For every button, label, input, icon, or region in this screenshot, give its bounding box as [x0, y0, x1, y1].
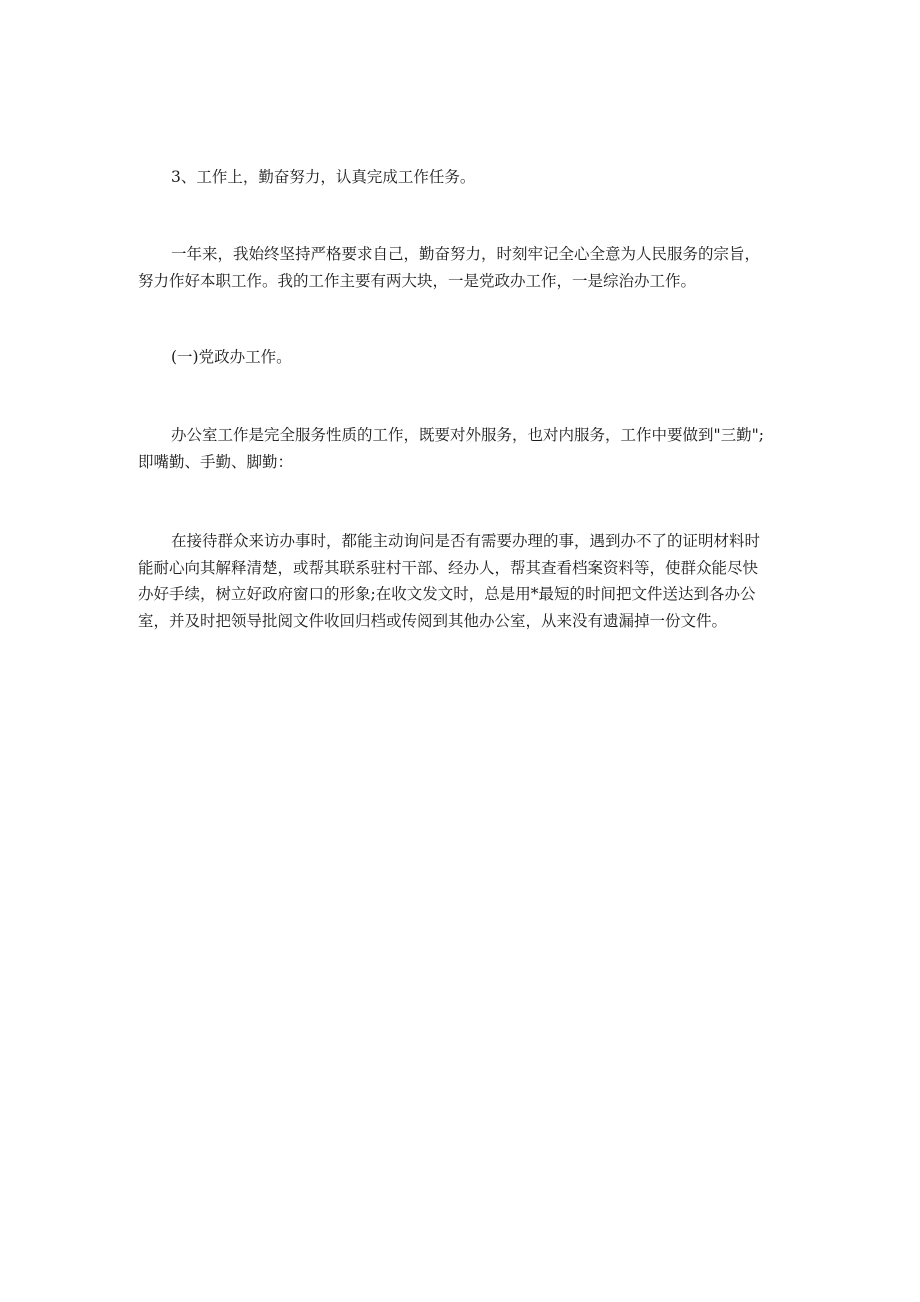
paragraph-line: 能耐心向其解释清楚，或帮其联系驻村干部、经办人，帮其查看档案资料等，使群众能尽快 — [138, 558, 759, 577]
paragraph-line: 3、工作上，勤奋努力，认真完成工作任务。 — [171, 168, 476, 186]
paragraph-line: 办好手续，树立好政府窗口的形象;在收文发文时，总是用*最短的时间把文件送达到各办公 — [138, 585, 756, 603]
paragraph-line: 室，并及时把领导批阅文件收回归档或传阅到其他办公室，从来没有遗漏掉一份文件。 — [138, 611, 728, 630]
section-heading-party-office — [138, 344, 783, 371]
paragraph-year-summary — [138, 241, 783, 294]
paragraph-work-diligence — [138, 164, 783, 191]
paragraph-line: 努力作好本职工作。我的工作主要有两大块，一是党政办工作，一是综治办工作。 — [138, 271, 697, 290]
paragraph-line: 在接待群众来访办事时，都能主动询问是否有需要办理的事，遇到办不了的证明材料时 — [171, 532, 761, 550]
section-heading-line: (一)党政办工作。 — [171, 348, 292, 366]
paragraph-office-service — [138, 422, 783, 475]
paragraph-line: 办公室工作是完全服务性质的工作，既要对外服务，也对内服务，工作中要做到"三勤"; — [171, 426, 764, 444]
paragraph-reception-documents — [138, 528, 783, 634]
paragraph-line: 一年来，我始终坚持严格要求自己，勤奋努力，时刻牢记全心全意为人民服务的宗旨， — [171, 245, 761, 263]
paragraph-line: 即嘴勤、手勤、脚勤： — [138, 452, 294, 471]
